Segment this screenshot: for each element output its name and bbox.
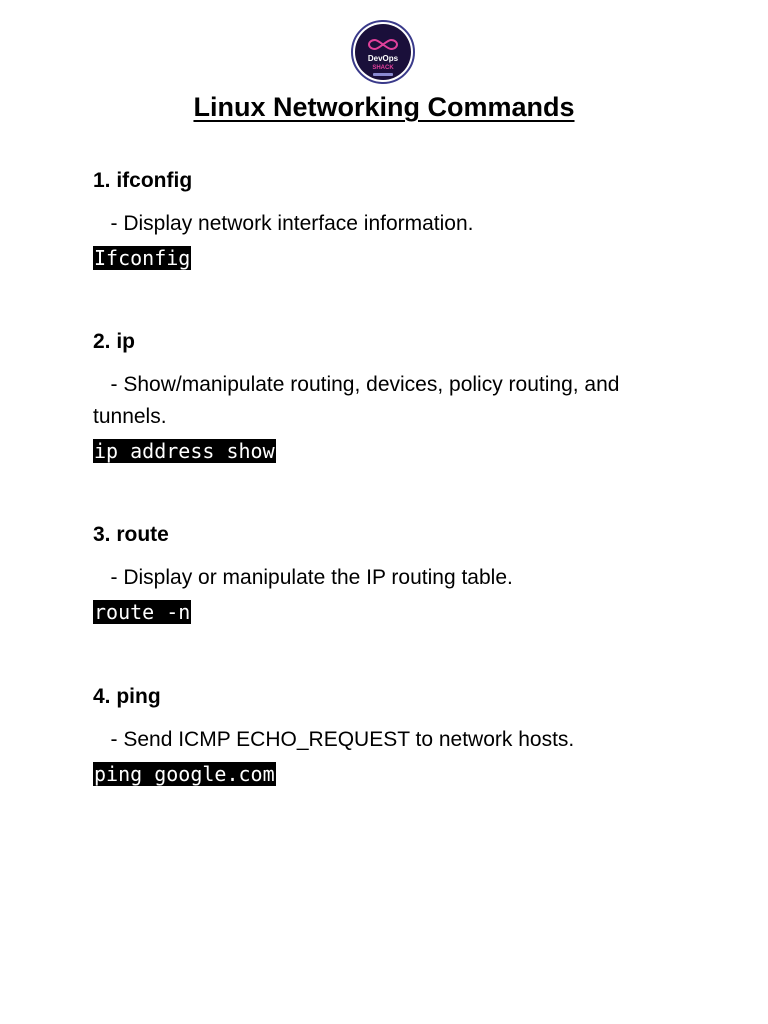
command-heading: 1. ifconfig xyxy=(93,169,193,192)
command-code: ip address show xyxy=(94,439,275,463)
command-heading: 2. ip xyxy=(93,330,136,353)
command-code: ping google.com xyxy=(94,762,275,786)
command-description: - Show/manipulate routing, devices, policy routing, and tunnels. xyxy=(93,373,626,428)
command-description: - Display or manipulate the IP routing table. xyxy=(93,566,513,589)
logo-text-line1: DevOps xyxy=(367,54,399,63)
logo-badge xyxy=(349,20,417,84)
page-title xyxy=(0,88,768,126)
logo-text-line2: SHACK xyxy=(372,65,394,71)
logo-social-strip xyxy=(373,73,393,76)
command-section-route xyxy=(93,522,693,624)
command-description: - Send ICMP ECHO_REQUEST to network hosts. xyxy=(93,728,575,751)
command-heading: 4. ping xyxy=(93,685,161,708)
command-section-ping xyxy=(93,684,693,786)
command-description: - Display network interface information. xyxy=(93,212,474,235)
devops-shack-logo xyxy=(349,20,417,84)
command-heading: 3. route xyxy=(93,523,169,546)
page-title-text: Linux Networking Commands xyxy=(193,92,575,122)
command-section-ip xyxy=(93,329,693,463)
command-code: Ifconfig xyxy=(94,246,191,270)
command-code: route -n xyxy=(94,600,191,624)
command-section-ifconfig xyxy=(93,168,693,270)
